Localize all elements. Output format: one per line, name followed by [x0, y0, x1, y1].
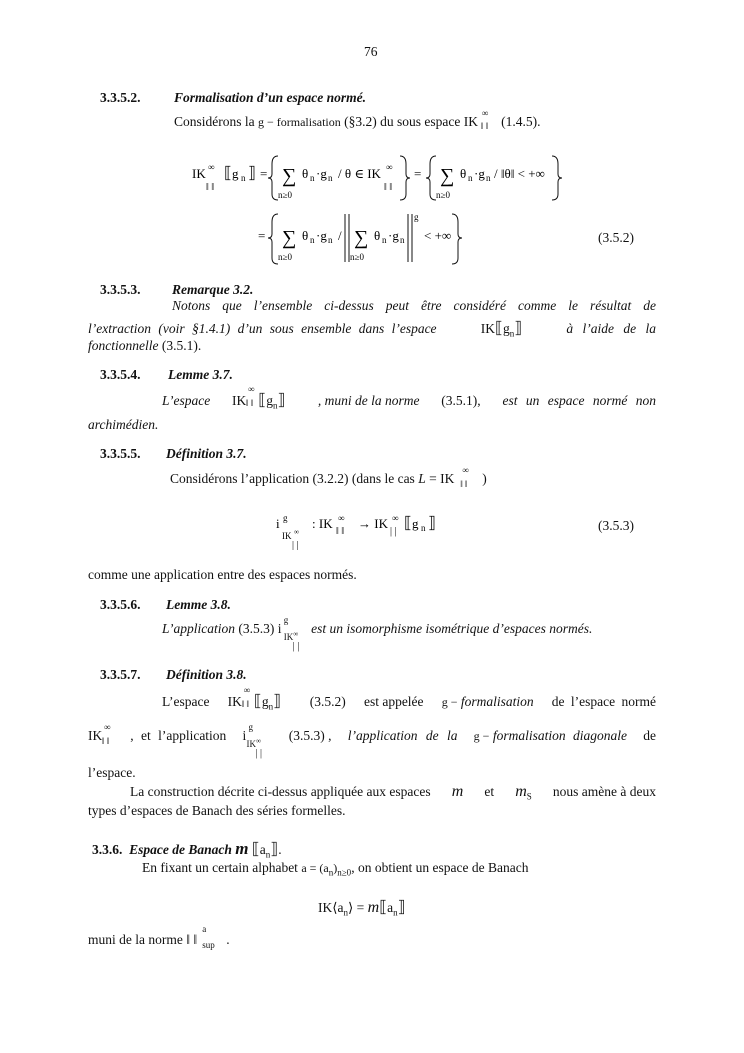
svg-text:n: n [468, 173, 473, 183]
section-title: Lemme 3.8. [166, 597, 231, 612]
svg-text:n: n [310, 173, 315, 183]
svg-text:n: n [400, 235, 405, 245]
svg-text:∑: ∑ [282, 227, 297, 249]
text: nous amène à deux [552, 784, 656, 799]
svg-text:n≥0: n≥0 [350, 252, 364, 262]
text: g − formalisation diagonale [473, 728, 627, 743]
section-number: 3.3.5.7. [100, 667, 141, 682]
section-title: Définition 3.8. [166, 667, 247, 682]
svg-text:⟧: ⟧ [428, 515, 436, 532]
paragraph-line [162, 685, 656, 712]
text: g − formalisation [441, 694, 534, 709]
paragraph-line [88, 318, 656, 339]
svg-text:∞: ∞ [392, 513, 399, 523]
svg-text:·g: ·g [316, 166, 327, 181]
text: L’espace [162, 694, 210, 709]
svg-text:θ: θ [374, 228, 381, 243]
text: muni de la norme [88, 932, 183, 947]
text: est un espace normé non [502, 393, 656, 408]
math-ig: i g IK∞ | | [242, 722, 263, 759]
math-IK-gn: IK ∞ ‖ ‖ $⟦g_n⟧$ [227, 685, 281, 712]
text: Considérons la [174, 114, 255, 129]
section-title: Lemme 3.7. [168, 367, 233, 382]
text: de l’espace normé [551, 694, 656, 709]
svg-text:/ ‖θ‖ < +∞: / ‖θ‖ < +∞ [494, 166, 545, 181]
section-title: Remarque 3.2. [172, 282, 254, 297]
svg-text:θ: θ [302, 166, 309, 181]
text: (§3.2) du sous espace [344, 114, 461, 129]
text: de [643, 728, 656, 743]
svg-text:∑: ∑ [282, 165, 297, 187]
svg-text:‖ ‖: ‖ ‖ [336, 526, 345, 537]
equation-label: (3.5.3) [598, 518, 634, 533]
text: fonctionnelle [88, 338, 159, 353]
math-norm-sup: ‖ ‖ a sup [186, 924, 215, 950]
math-IK-inf: IK ∞ ‖ ‖ [88, 722, 111, 746]
svg-text:‖ ‖: ‖ ‖ [206, 182, 215, 193]
reference: (3.5.1), [441, 393, 481, 408]
text: , et l’application [130, 728, 227, 743]
section-number: 3.3.5.2. [100, 90, 141, 105]
svg-text:g: g [283, 513, 288, 523]
svg-text:g: g [412, 516, 419, 531]
svg-text:=: = [258, 228, 266, 243]
paragraph-line: Notons que l’ensemble ci-dessus peut être considéré comme le résultat de [172, 298, 656, 313]
svg-text:=: = [414, 166, 422, 181]
svg-text:/ θ ∈ IK: / θ ∈ IK [338, 166, 381, 181]
svg-text:‖ ‖: ‖ ‖ [384, 182, 393, 193]
svg-text:n: n [421, 523, 426, 533]
text: Considérons l’application (3.2.2) (dans le cas [170, 471, 415, 486]
paragraph-line: Considérons l’application (3.2.2) (dans le cas L = IK ∞ ‖ ‖ ) [170, 465, 487, 489]
page-number: 76 [364, 44, 378, 59]
math-alphabet: $a = (a_n)_{n\ge 0}$ [301, 861, 352, 878]
reference: (3.5.3) [238, 621, 275, 636]
text: La construction décrite ci-dessus appliquée aux espaces [130, 784, 431, 799]
svg-text:⟧: ⟧ [248, 165, 256, 182]
equation-banach: $IK⟨a_n⟩$ = $m⟦a_n⟧$ [318, 899, 406, 918]
svg-text:n: n [310, 235, 315, 245]
svg-text:∞: ∞ [208, 162, 215, 172]
section-number: 3.3.5.4. [100, 367, 141, 382]
svg-text:θ: θ [460, 166, 467, 181]
paragraph-line [174, 108, 541, 131]
svg-text:⟦: ⟦ [224, 165, 232, 182]
section-number: 3.3.5.5. [100, 446, 141, 461]
reference: (1.4.5). [501, 114, 541, 129]
text: l’application de la [347, 728, 458, 743]
svg-text:·g: ·g [388, 228, 399, 243]
reference: (3.5.2) [309, 694, 346, 709]
svg-text:∞: ∞ [294, 528, 299, 536]
math-m-an: m $⟦a_n⟧$ [235, 839, 279, 860]
math-L-eq: L = IK ∞ ‖ ‖ [418, 465, 469, 489]
svg-text:/: / [338, 228, 342, 243]
svg-text:∞: ∞ [338, 513, 345, 523]
text: L’application [162, 621, 235, 636]
paragraph-line: muni de la norme ‖ ‖ a sup . [88, 924, 230, 950]
svg-text:: IK: : IK [312, 516, 333, 531]
equation-3-5-2 [0, 140, 744, 270]
svg-text:IK: IK [282, 531, 292, 541]
svg-text:·g: ·g [316, 228, 327, 243]
text: et [484, 784, 495, 799]
text: , muni de la norme [317, 393, 420, 408]
section-number: 3.3.6. [92, 842, 123, 857]
section-title: Définition 3.7. [166, 446, 247, 461]
paragraph-line: archimédien. [88, 417, 159, 432]
svg-text:∑: ∑ [354, 227, 369, 249]
math-m: m [451, 783, 464, 800]
svg-text:n≥0: n≥0 [436, 190, 450, 200]
text: En fixant un certain alphabet [142, 860, 298, 875]
svg-text:n: n [241, 173, 246, 183]
paragraph-line [142, 860, 529, 877]
paragraph-line [88, 338, 201, 354]
paragraph-line [130, 783, 656, 802]
paragraph-line [162, 384, 656, 411]
equation-label: (3.5.2) [598, 230, 634, 245]
svg-text:→ IK: → IK [358, 516, 388, 531]
svg-text:n: n [486, 173, 491, 183]
svg-text:n≥0: n≥0 [278, 252, 292, 262]
section-number: 3.3.5.3. [100, 282, 141, 297]
svg-text:i: i [276, 516, 280, 531]
section-number: 3.3.5.6. [100, 597, 141, 612]
math-IK: IK ∞ ‖ ‖ [463, 108, 489, 131]
paragraph-line [162, 615, 593, 652]
eq-IK: IK [192, 166, 206, 181]
text: à l’aide de la [566, 321, 656, 336]
text: est un isomorphisme isométrique d’espaces normés. [311, 621, 593, 636]
math-IK-gn: $IK⟦g_n⟧$ [480, 320, 523, 339]
paragraph-line: comme une application entre des espaces normés. [88, 567, 357, 582]
svg-text:g: g [232, 166, 239, 181]
section-title: Espace de Banach [129, 842, 232, 857]
svg-text:·g: ·g [474, 166, 485, 181]
paragraph-line: l’espace. [88, 765, 136, 780]
svg-text:=: = [260, 166, 268, 181]
svg-text:n: n [328, 235, 333, 245]
svg-text:n: n [328, 173, 333, 183]
math-IK-gn: IK ∞ ‖ ‖ $⟦g_n⟧$ [232, 384, 286, 411]
reference: (3.5.1). [161, 338, 202, 353]
text: L’espace [162, 393, 211, 408]
svg-text:n: n [382, 235, 387, 245]
svg-text:< +∞: < +∞ [424, 228, 452, 243]
section-title: Formalisation d’un espace normé. [174, 90, 367, 105]
text: l’extraction (voir §1.4.1) d’un sous ensemble dans l’espace [88, 321, 437, 336]
math-inline: g − formalisation [258, 115, 341, 129]
svg-text:∑: ∑ [440, 165, 455, 187]
svg-text:| |: | | [292, 540, 299, 550]
reference: (3.5.3) , [288, 728, 332, 743]
math-ms: $m_S$ [515, 783, 532, 802]
subsection-heading: 3.3.6. Espace de Banach m $⟦a_n⟧$. [92, 839, 282, 860]
svg-text:| |: | | [390, 526, 397, 537]
math-ig: i g IK∞ | | [277, 615, 300, 652]
paragraph-line [88, 722, 656, 759]
svg-text:θ: θ [302, 228, 309, 243]
svg-text:n≥0: n≥0 [278, 190, 292, 200]
text: est appelée [363, 694, 424, 709]
svg-text:∞: ∞ [386, 162, 393, 172]
paragraph-line: types d’espaces de Banach des séries formelles. [88, 803, 346, 818]
text: , on obtient un espace de Banach [351, 860, 529, 875]
svg-text:g: g [414, 212, 419, 222]
svg-text:⟦: ⟦ [404, 515, 412, 532]
